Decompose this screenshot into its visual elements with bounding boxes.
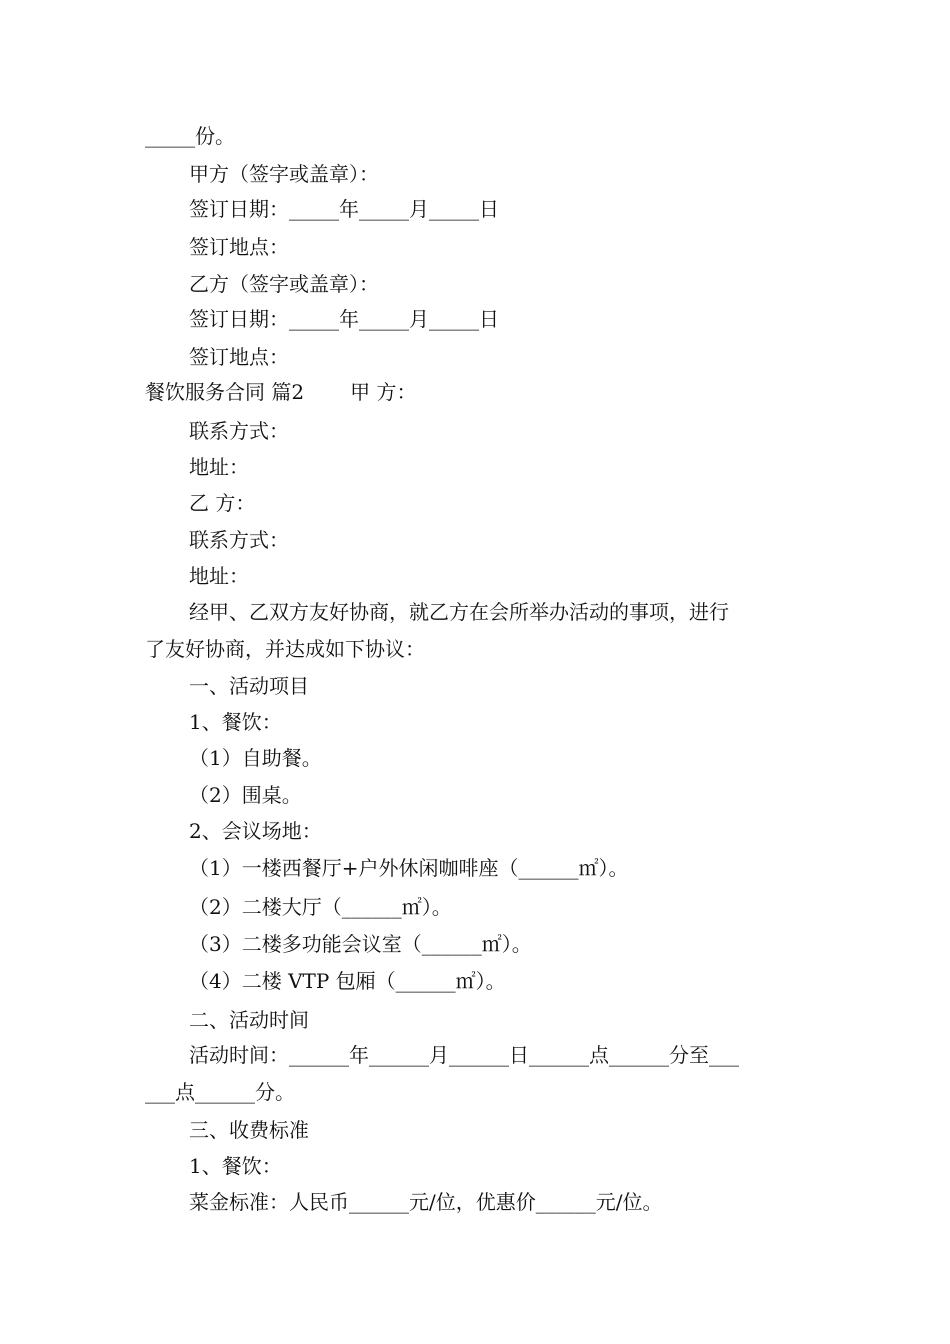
paragraph-line: ___点______分。 — [145, 1080, 295, 1104]
sign-place-line: 签订地点： — [189, 235, 289, 259]
list-item: （3）二楼多功能会议室（______㎡）。 — [189, 932, 532, 956]
section-heading: 二、活动时间 — [189, 1008, 309, 1032]
section-heading: 一、活动项目 — [189, 674, 309, 698]
list-item: （4）二楼 VTP 包厢（______㎡）。 — [189, 969, 506, 993]
address-line: 地址： — [189, 564, 249, 588]
party-b-signature-line: 乙方（签字或盖章）： — [189, 272, 379, 296]
text-line: _____份。 — [145, 124, 235, 148]
sign-place-line: 签订地点： — [189, 345, 289, 369]
paragraph-line: 经甲、乙双方友好协商，就乙方在会所举办活动的事项，进行 — [189, 600, 729, 624]
list-item: （1）自助餐。 — [189, 746, 322, 770]
list-item: 1、餐饮： — [189, 710, 282, 734]
party-b-label: 乙 方： — [189, 491, 256, 515]
sign-date-line: 签订日期：_____年_____月_____日 — [189, 197, 499, 221]
section-heading: 三、收费标准 — [189, 1118, 309, 1142]
list-item: （2）围桌。 — [189, 783, 302, 807]
contact-line: 联系方式： — [189, 419, 289, 443]
address-line: 地址： — [189, 455, 249, 479]
section-heading-line — [145, 379, 416, 405]
party-a-label: 甲 方： — [350, 380, 417, 404]
contract-title: 餐饮服务合同 篇2 — [145, 380, 305, 404]
paragraph-line: 了友好协商，并达成如下协议： — [145, 637, 425, 661]
paragraph-line: 活动时间：______年______月______日______点______分至___ — [189, 1043, 739, 1067]
contact-line: 联系方式： — [189, 528, 289, 552]
party-a-signature-line: 甲方（签字或盖章）： — [189, 162, 379, 186]
list-item: （2）二楼大厅（______㎡）。 — [189, 895, 452, 919]
list-item: 1、餐饮： — [189, 1154, 282, 1178]
list-item: （1）一楼西餐厅+户外休闲咖啡座（______㎡）。 — [189, 856, 629, 880]
list-item: 2、会议场地： — [189, 819, 322, 843]
sign-date-line: 签订日期：_____年_____月_____日 — [189, 307, 499, 331]
paragraph-line: 菜金标准：人民币______元/位，优惠价______元/位。 — [189, 1190, 663, 1214]
